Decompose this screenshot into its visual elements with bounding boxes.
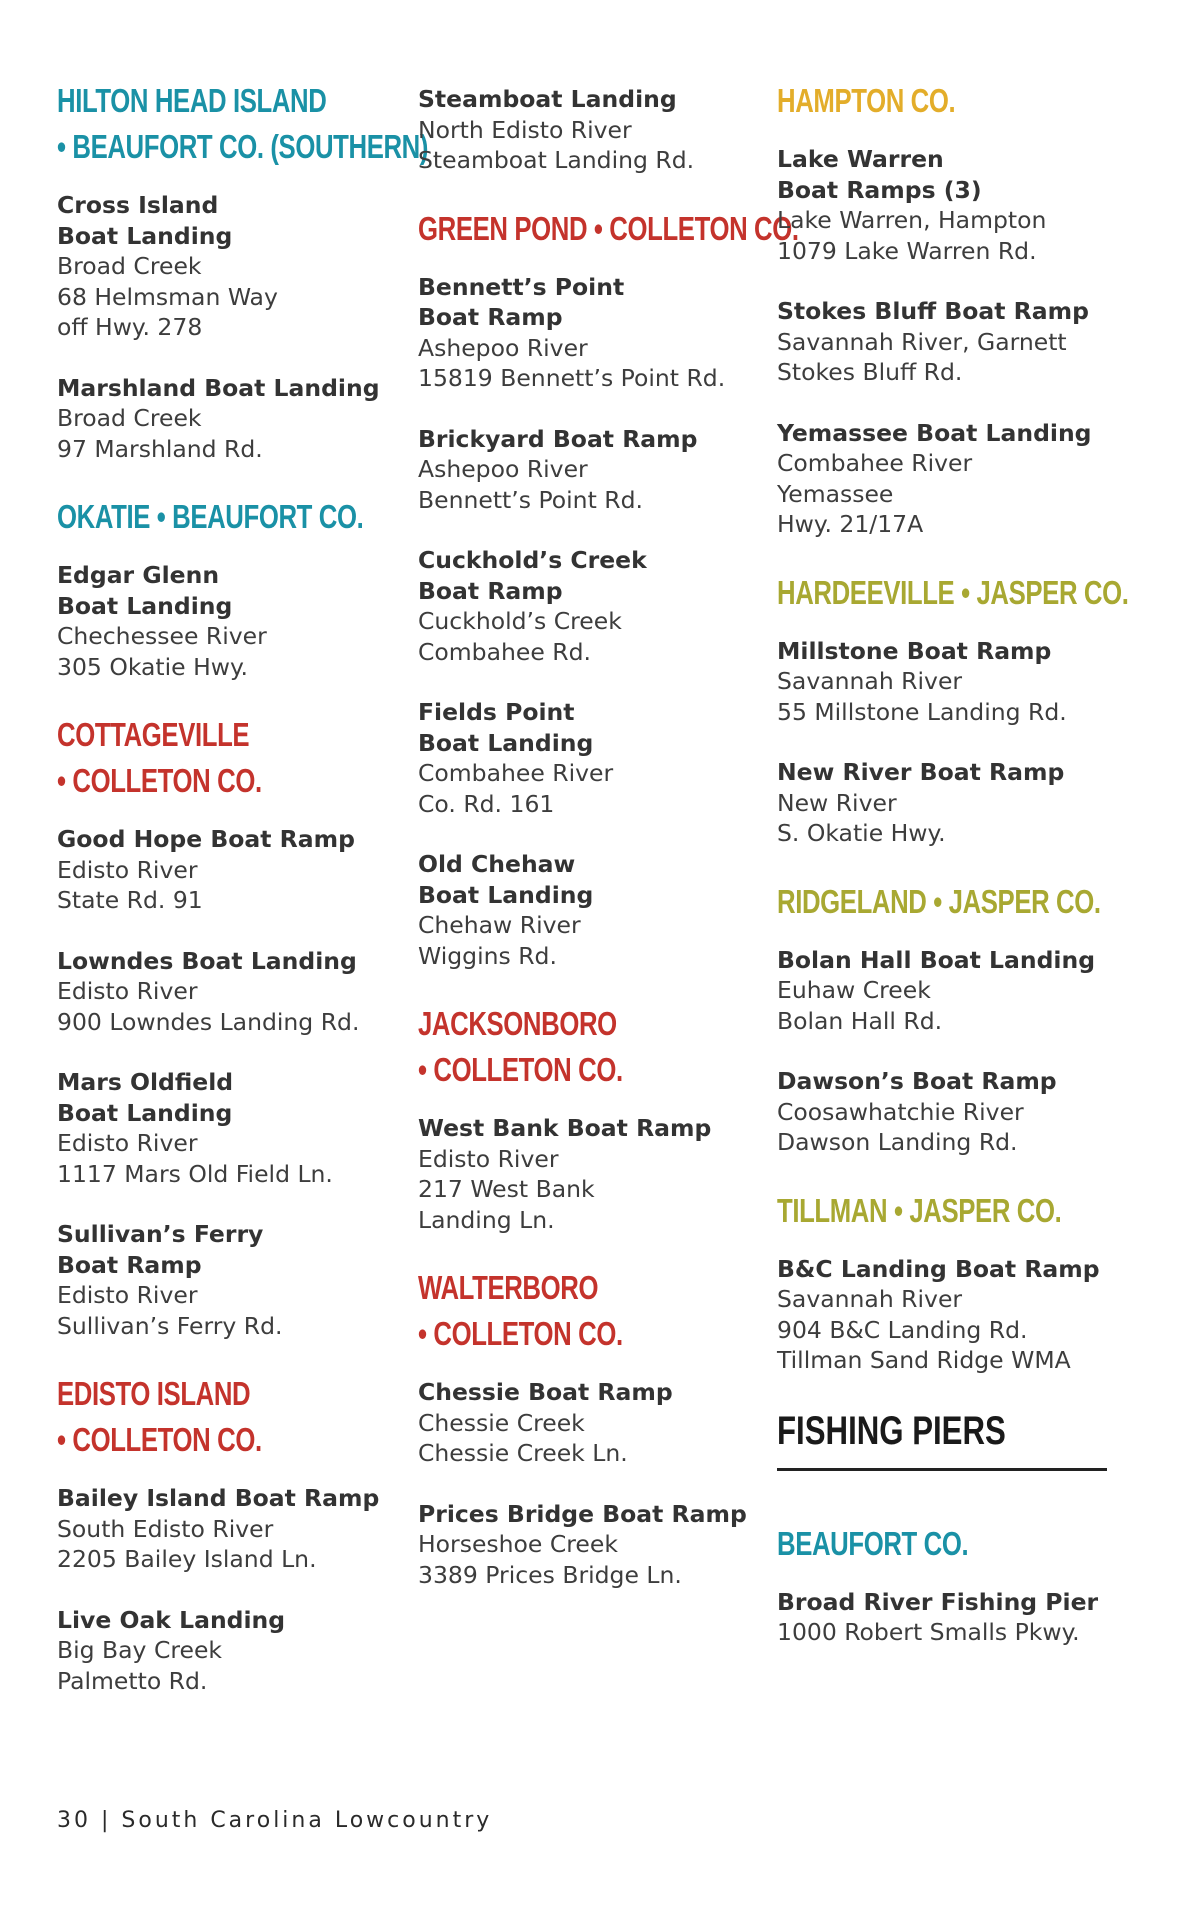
location-entry bbox=[777, 296, 1107, 388]
location-detail: 3389 Prices Bridge Ln. bbox=[418, 1560, 682, 1589]
location-detail: Savannah River, Garnett bbox=[777, 327, 1067, 356]
location-detail: Bolan Hall Rd. bbox=[777, 1006, 943, 1035]
section bbox=[777, 78, 1107, 540]
location-detail: Wiggins Rd. bbox=[418, 941, 557, 970]
location-detail: Hwy. 21/17A bbox=[777, 510, 924, 538]
location-entry bbox=[57, 190, 387, 343]
section-heading bbox=[777, 1521, 1107, 1567]
location-detail: 97 Marshland Rd. bbox=[57, 434, 263, 463]
location-detail: Savannah River bbox=[777, 667, 963, 695]
location-name: Boat Ramps (3) bbox=[777, 175, 982, 204]
location-detail: 15819 Bennett’s Point Rd. bbox=[418, 364, 726, 392]
column-2 bbox=[418, 78, 799, 1620]
location-name: Chessie Boat Ramp bbox=[418, 1378, 673, 1406]
location-detail: State Rd. 91 bbox=[57, 886, 203, 914]
location-detail: Steamboat Landing Rd. bbox=[418, 146, 695, 174]
location-entry bbox=[418, 545, 758, 667]
location-entry bbox=[777, 1254, 1107, 1376]
section-heading-line: TILLMAN • JASPER CO. bbox=[777, 1191, 1062, 1229]
location-detail: 68 Helmsman Way bbox=[57, 282, 278, 311]
section-heading-line: EDISTO ISLAND bbox=[57, 1375, 251, 1412]
section-heading bbox=[418, 1265, 758, 1357]
location-detail: Chessie Creek Ln. bbox=[418, 1439, 628, 1467]
location-entry bbox=[57, 560, 387, 682]
location-name: Lake Warren bbox=[777, 145, 944, 173]
section-heading-line: COTTAGEVILLE bbox=[57, 716, 250, 753]
location-detail: 2205 Bailey Island Ln. bbox=[57, 1545, 317, 1573]
location-detail: Landing Ln. bbox=[418, 1205, 555, 1234]
location-detail: Sullivan’s Ferry Rd. bbox=[57, 1311, 283, 1340]
location-entry bbox=[777, 144, 1107, 266]
location-entry bbox=[57, 946, 387, 1038]
location-detail: Ashepoo River bbox=[418, 455, 588, 483]
location-entry bbox=[418, 849, 758, 971]
location-entry bbox=[418, 1377, 758, 1469]
section bbox=[777, 879, 1107, 1158]
section-heading-line: JACKSONBORO bbox=[418, 1005, 617, 1042]
location-detail: Chessie Creek bbox=[418, 1408, 585, 1437]
location-detail: New River bbox=[777, 788, 897, 817]
section-heading-line: BEAUFORT CO. bbox=[777, 1524, 969, 1562]
location-entry bbox=[777, 757, 1107, 849]
section-heading bbox=[418, 206, 799, 252]
fishing-piers-divider bbox=[777, 1468, 1107, 1471]
section bbox=[418, 1001, 758, 1235]
location-detail: Broad Creek bbox=[57, 404, 202, 432]
section-heading bbox=[57, 1371, 387, 1463]
location-detail: off Hwy. 278 bbox=[57, 313, 203, 341]
section bbox=[57, 1371, 387, 1696]
location-detail: 55 Millstone Landing Rd. bbox=[777, 697, 1067, 726]
location-name: Marshland Boat Landing bbox=[57, 373, 380, 402]
section-heading-line: • COLLETON CO. bbox=[418, 1051, 623, 1088]
location-name: Good Hope Boat Ramp bbox=[57, 825, 355, 853]
location-name: Sullivan’s Ferry bbox=[57, 1220, 264, 1248]
location-detail: Edisto River bbox=[57, 1281, 198, 1309]
location-detail: Edisto River bbox=[57, 1129, 198, 1157]
location-detail: Edisto River bbox=[57, 855, 198, 884]
section-heading-line: GREEN POND • COLLETON CO. bbox=[418, 209, 799, 247]
location-entry bbox=[418, 272, 758, 394]
section-heading bbox=[777, 570, 1129, 616]
location-detail: Ashepoo River bbox=[418, 333, 588, 362]
section-heading bbox=[777, 1188, 1107, 1234]
section-heading bbox=[777, 879, 1107, 925]
location-detail: Bennett’s Point Rd. bbox=[418, 485, 643, 514]
location-detail: Euhaw Creek bbox=[777, 976, 931, 1004]
section-heading-line: • COLLETON CO. bbox=[57, 1421, 262, 1458]
location-name: Dawson’s Boat Ramp bbox=[777, 1067, 1057, 1095]
location-name: Millstone Boat Ramp bbox=[777, 636, 1052, 665]
location-detail: Dawson Landing Rd. bbox=[777, 1128, 1018, 1156]
location-name: Broad River Fishing Pier bbox=[777, 1587, 1099, 1616]
section-heading-line: OKATIE • BEAUFORT CO. bbox=[57, 498, 364, 535]
location-detail: Yemassee bbox=[777, 479, 894, 508]
location-name: Old Chehaw bbox=[418, 850, 576, 878]
location-name: Boat Landing bbox=[57, 591, 233, 620]
location-name: Lowndes Boat Landing bbox=[57, 946, 357, 975]
section bbox=[777, 570, 1129, 849]
section-heading bbox=[57, 78, 429, 170]
location-name: Edgar Glenn bbox=[57, 561, 220, 589]
fishing-piers-title bbox=[777, 1406, 1107, 1456]
location-detail: Palmetto Rd. bbox=[57, 1666, 208, 1695]
location-name: West Bank Boat Ramp bbox=[418, 1114, 712, 1142]
location-name: B&C Landing Boat Ramp bbox=[777, 1254, 1100, 1283]
location-detail: Cuckhold’s Creek bbox=[418, 607, 622, 635]
location-name: Bolan Hall Boat Landing bbox=[777, 945, 1096, 974]
location-entry bbox=[57, 824, 387, 916]
section bbox=[777, 1188, 1107, 1376]
location-entry bbox=[57, 373, 387, 465]
location-name: Boat Landing bbox=[418, 880, 594, 909]
section bbox=[418, 84, 758, 176]
location-entry bbox=[418, 697, 758, 819]
location-detail: Coosawhatchie River bbox=[777, 1097, 1024, 1126]
location-detail: Chehaw River bbox=[418, 911, 581, 939]
location-name: Fields Point bbox=[418, 698, 575, 726]
location-entry bbox=[418, 84, 758, 176]
location-name: Prices Bridge Boat Ramp bbox=[418, 1499, 747, 1528]
location-detail: Edisto River bbox=[418, 1144, 559, 1173]
location-detail: Chechessee River bbox=[57, 622, 267, 650]
section-heading bbox=[57, 494, 387, 540]
section-heading-line: HARDEEVILLE • JASPER CO. bbox=[777, 573, 1129, 611]
location-name: Boat Landing bbox=[57, 221, 233, 250]
location-name: Live Oak Landing bbox=[57, 1605, 286, 1634]
section bbox=[57, 494, 387, 682]
location-detail: 217 West Bank bbox=[418, 1175, 595, 1203]
location-name: Boat Ramp bbox=[418, 576, 563, 605]
section-heading-line: • COLLETON CO. bbox=[418, 1315, 623, 1352]
location-entry bbox=[777, 636, 1107, 728]
location-detail: 1079 Lake Warren Rd. bbox=[777, 236, 1037, 265]
location-detail: Co. Rd. 161 bbox=[418, 789, 555, 818]
location-detail: Lake Warren, Hampton bbox=[777, 206, 1047, 234]
location-detail: 305 Okatie Hwy. bbox=[57, 652, 249, 681]
page-footer: 30 | South Carolina Lowcountry bbox=[57, 1808, 493, 1833]
location-detail: Tillman Sand Ridge WMA bbox=[777, 1346, 1071, 1374]
section-heading-line: RIDGELAND • JASPER CO. bbox=[777, 882, 1101, 920]
location-name: Boat Ramp bbox=[418, 303, 563, 331]
section bbox=[57, 78, 429, 464]
location-name: Stokes Bluff Boat Ramp bbox=[777, 297, 1089, 325]
location-name: Boat Landing bbox=[418, 728, 594, 757]
location-detail: Savannah River bbox=[777, 1285, 963, 1313]
section-heading-line: • BEAUFORT CO. (SOUTHERN) bbox=[57, 128, 429, 165]
location-detail: Horseshoe Creek bbox=[418, 1530, 618, 1558]
location-entry bbox=[777, 1066, 1107, 1158]
location-detail: Big Bay Creek bbox=[57, 1636, 223, 1664]
location-name: Cuckhold’s Creek bbox=[418, 546, 647, 574]
location-detail: Stokes Bluff Rd. bbox=[777, 358, 963, 386]
section bbox=[418, 1265, 758, 1590]
location-name: Bailey Island Boat Ramp bbox=[57, 1484, 380, 1512]
section bbox=[57, 712, 387, 1341]
location-name: Mars Oldfield bbox=[57, 1068, 234, 1096]
section-heading bbox=[418, 1001, 758, 1093]
section-heading-line: HAMPTON CO. bbox=[777, 82, 956, 119]
location-detail: Broad Creek bbox=[57, 252, 202, 280]
location-entry bbox=[57, 1605, 387, 1697]
location-entry bbox=[57, 1219, 387, 1341]
location-entry bbox=[777, 1587, 1107, 1648]
section bbox=[418, 206, 799, 972]
section-heading-line: HILTON HEAD ISLAND bbox=[57, 82, 327, 119]
section-heading bbox=[57, 712, 387, 804]
location-entry bbox=[57, 1483, 387, 1575]
section-heading-line: WALTERBORO bbox=[418, 1269, 599, 1306]
location-detail: Combahee River bbox=[418, 759, 614, 787]
section-heading-line: • COLLETON CO. bbox=[57, 762, 262, 799]
location-entry bbox=[777, 418, 1107, 540]
location-name: Yemassee Boat Landing bbox=[777, 418, 1092, 447]
location-entry bbox=[418, 1113, 758, 1235]
location-name: New River Boat Ramp bbox=[777, 758, 1065, 786]
location-detail: 1117 Mars Old Field Ln. bbox=[57, 1159, 333, 1188]
section-heading bbox=[777, 78, 1107, 124]
location-name: Bennett’s Point bbox=[418, 272, 625, 301]
location-name: Cross Island bbox=[57, 191, 219, 219]
column-3 bbox=[777, 78, 1129, 1678]
fishing-piers-title-text: FISHING PIERS bbox=[777, 1408, 1006, 1453]
location-detail: North Edisto River bbox=[418, 115, 632, 144]
location-detail: Combahee River bbox=[777, 449, 973, 477]
location-entry bbox=[777, 945, 1107, 1037]
location-name: Steamboat Landing bbox=[418, 85, 677, 113]
location-detail: Combahee Rd. bbox=[418, 637, 591, 666]
location-detail: South Edisto River bbox=[57, 1514, 274, 1543]
location-detail: S. Okatie Hwy. bbox=[777, 819, 946, 847]
location-name: Brickyard Boat Ramp bbox=[418, 424, 698, 453]
location-detail: 904 B&C Landing Rd. bbox=[777, 1315, 1028, 1344]
location-entry bbox=[418, 1499, 758, 1591]
location-detail: Edisto River bbox=[57, 977, 198, 1005]
location-detail: 900 Lowndes Landing Rd. bbox=[57, 1007, 360, 1036]
location-detail: 1000 Robert Smalls Pkwy. bbox=[777, 1618, 1080, 1646]
section bbox=[777, 1521, 1107, 1648]
location-entry bbox=[418, 424, 758, 516]
location-entry bbox=[57, 1067, 387, 1189]
location-name: Boat Landing bbox=[57, 1098, 233, 1127]
location-name: Boat Ramp bbox=[57, 1250, 202, 1279]
column-1 bbox=[57, 78, 429, 1726]
